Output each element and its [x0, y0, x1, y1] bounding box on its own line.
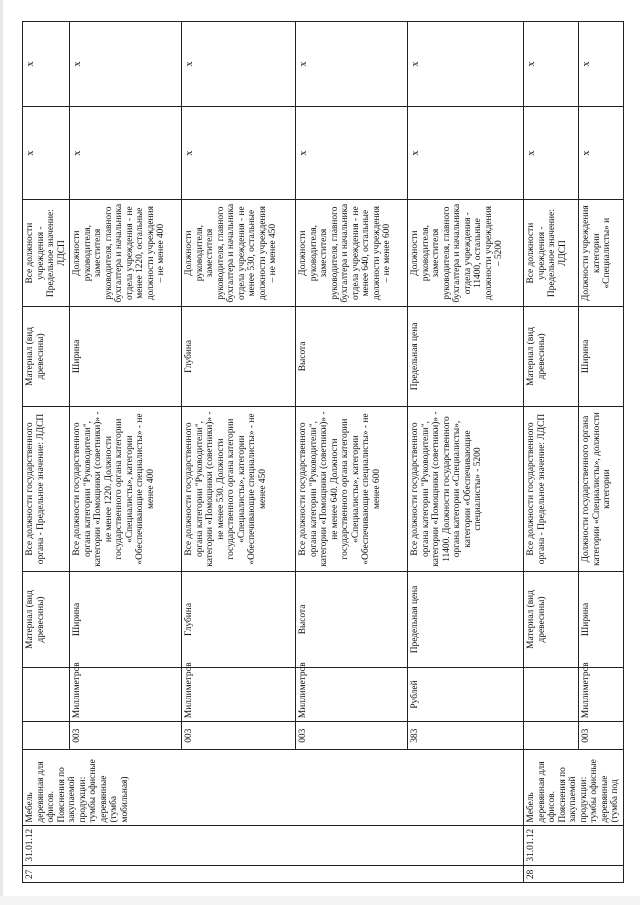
- inst-value: Должности учреждения категории «Специалисты» и: [579, 200, 624, 307]
- okpd-code: 31.01.12: [524, 826, 624, 865]
- x-mark: х: [296, 22, 408, 107]
- inst-characteristic: Глубина: [182, 306, 296, 406]
- okei-code: 383: [408, 722, 524, 750]
- characteristic: Материал (вид древесины): [23, 572, 70, 668]
- row-number: 28: [524, 865, 624, 882]
- inst-characteristic: Материал (вид древесины): [23, 306, 70, 406]
- x-mark: х: [524, 22, 579, 107]
- inst-characteristic: Материал (вид древесины): [524, 306, 579, 406]
- inst-value: Должности руководителя, заместителя руководителя, главного бухгалтера и начальника отдела учреждения - не менее 530, остальные должности учреждения – не менее 450: [182, 200, 296, 307]
- product-name: Мебель деревянная для офисов. Пояснения по закупаемой продукции: тумбы офисные деревянные (тумба под: [524, 750, 624, 826]
- x-mark: х: [182, 22, 296, 107]
- characteristic: Материал (вид древесины): [524, 572, 579, 668]
- x-mark: х: [296, 106, 408, 199]
- unit-name: Миллиметров: [70, 667, 182, 721]
- x-mark: х: [408, 106, 524, 199]
- requirements-table: [22, 21, 624, 883]
- gov-value: Все должности государственного органа - Предельное значение: ЛДСП: [524, 406, 579, 571]
- okpd-code: 31.01.12: [23, 826, 524, 865]
- x-mark: х: [23, 22, 70, 107]
- unit-name: [524, 667, 579, 721]
- x-mark: х: [408, 22, 524, 107]
- unit-name: Миллиметров: [296, 667, 408, 721]
- row-number: 27: [23, 865, 524, 882]
- inst-characteristic: Ширина: [579, 306, 624, 406]
- characteristic: Глубина: [182, 572, 296, 668]
- gov-value: Все должности государственного органа категории "Руководители", категории «Помощники (советники)» - 11400. Должности государственного органа категории «Специалисты», категории «Обеспечивающие специалисты» - 5200: [408, 406, 524, 571]
- product-name: Мебель деревянная для офисов. Пояснения по закупаемой продукции: тумбы офисные деревянные (тумба мобильная): [23, 750, 524, 826]
- unit-name: Миллиметров: [182, 667, 296, 721]
- gov-value: Все должности государственного органа - Предельное значение: ЛДСП: [23, 406, 70, 571]
- inst-value: Все должности учреждения - Предельное значение: ЛДСП: [524, 200, 579, 307]
- inst-value: Должности руководителя, заместителя руководителя, главного бухгалтера и начальника отдела учреждения - не менее 1220, остальные должности учреждения – не менее 400: [70, 200, 182, 307]
- characteristic: Ширина: [579, 572, 624, 668]
- x-mark: х: [524, 106, 579, 199]
- inst-characteristic: Ширина: [70, 306, 182, 406]
- unit-name: Миллиметров: [579, 667, 624, 721]
- x-mark: х: [23, 106, 70, 199]
- x-mark: х: [182, 106, 296, 199]
- gov-value: Все должности государственного органа категории "Руководители", категории «Помощники (советники)» - не менее 1220. Должности государственного органа категории «Специалисты», категории «Обеспечивающие специалисты» - не менее 400: [70, 406, 182, 571]
- inst-characteristic: Высота: [296, 306, 408, 406]
- table-row: [524, 22, 579, 883]
- x-mark: х: [579, 106, 624, 199]
- okei-code: 003: [70, 722, 182, 750]
- characteristic: Предельная цена: [408, 572, 524, 668]
- characteristic: Ширина: [70, 572, 182, 668]
- inst-characteristic: Предельная цена: [408, 306, 524, 406]
- okei-code: [524, 722, 579, 750]
- x-mark: х: [70, 106, 182, 199]
- unit-name: [23, 667, 70, 721]
- characteristic: Высота: [296, 572, 408, 668]
- x-mark: х: [70, 22, 182, 107]
- table-row: [23, 22, 70, 883]
- okei-code: [23, 722, 70, 750]
- gov-value: Все должности государственного органа категории "Руководители", категории «Помощники (советники)» - не менее 640. Должности государственного органа категории «Специалисты», категории «Обеспечивающие специалисты» - не менее 600: [296, 406, 408, 571]
- inst-value: Должности руководителя, заместителя руководителя, главного бухгалтера и начальника отдела учреждения - не менее 640, остальные должности учреждения – не менее 600: [296, 200, 408, 307]
- x-mark: х: [579, 22, 624, 107]
- gov-value: Должности государственного органа категории «Специалисты», должности категории: [579, 406, 624, 571]
- okei-code: 003: [296, 722, 408, 750]
- unit-name: Рублей: [408, 667, 524, 721]
- okei-code: 003: [182, 722, 296, 750]
- gov-value: Все должности государственного органа категории "Руководители", категории «Помощники (советники)» - не менее 530. Должности государственного органа категории «Специалисты», категории «Обеспечивающие специалисты» - не менее 450: [182, 406, 296, 571]
- inst-value: Должности руководителя, заместителя руководителя, главного бухгалтера и начальника отдела учреждения - 11400, остальные должности учреждения – 5200: [408, 200, 524, 307]
- okei-code: 003: [579, 722, 624, 750]
- inst-value: Все должности учреждения - Предельное значение: ЛДСП: [23, 200, 70, 307]
